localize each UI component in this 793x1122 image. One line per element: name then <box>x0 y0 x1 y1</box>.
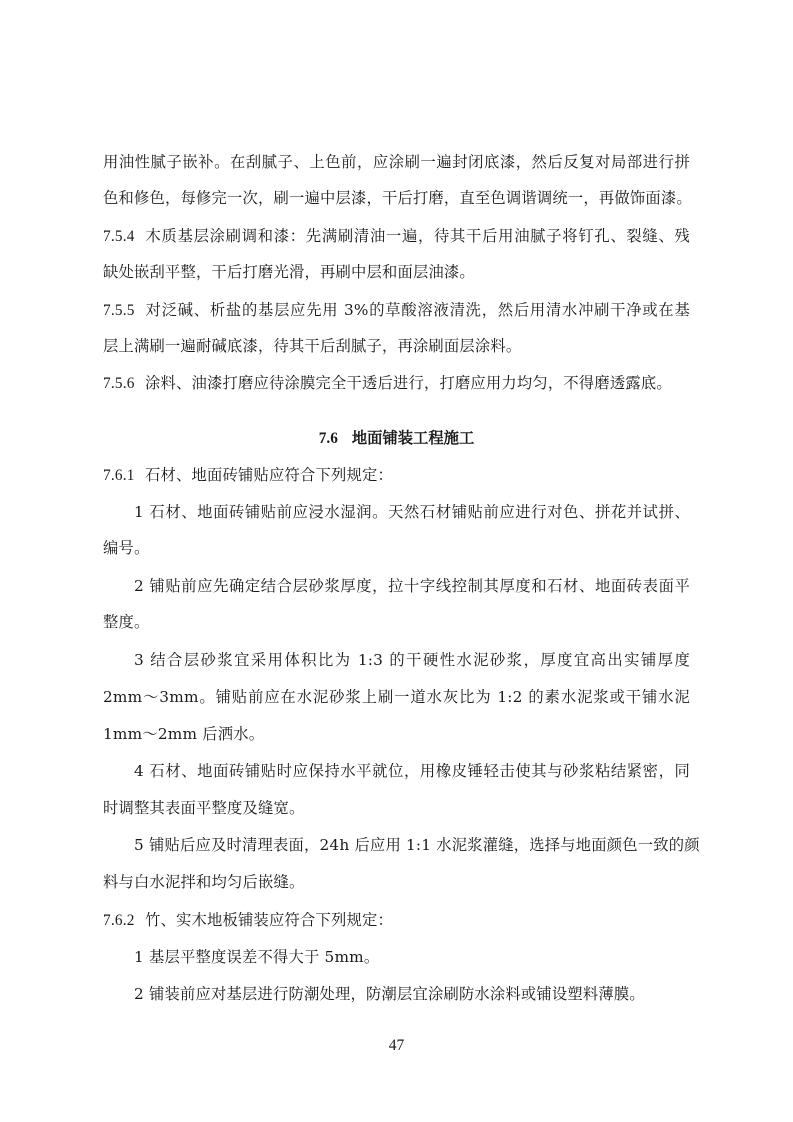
paragraph-line: 用油性腻子嵌补。在刮腻子、上色前，应涂刷一遍封闭底漆，然后反复对局部进行拼 <box>103 153 690 171</box>
clause-title: 竹、实木地板铺装应符合下列规定： <box>145 911 393 929</box>
list-item <box>134 650 690 670</box>
page-number: 47 <box>388 1037 405 1054</box>
list-item <box>134 761 690 781</box>
item-label: 5 <box>134 836 144 854</box>
item-text: 基层平整度误差不得大于 5mm。 <box>149 948 380 966</box>
paragraph-line: 时调整其表面平整度及缝宽。 <box>103 799 305 817</box>
item-label: 2 <box>134 577 144 595</box>
paragraph-line: 层上满刷一遍耐碱底漆，待其干后刮腻子，再涂刷面层涂料。 <box>103 337 522 355</box>
item-label: 1 <box>134 948 144 966</box>
clause-7-6-2 <box>103 910 690 931</box>
paragraph-line: 1mm～2mm 后洒水。 <box>103 725 265 743</box>
paragraph-line: 整度。 <box>103 613 150 631</box>
clause-7-6-1 <box>103 465 690 486</box>
clause-text: 涂料、油漆打磨应待涂膜完全干透后进行，打磨应用力均匀，不得磨透露底。 <box>145 374 672 392</box>
clause-number: 7.6.1 <box>103 467 135 484</box>
paragraph-line: 料与白水泥拌和均匀后嵌缝。 <box>103 873 305 891</box>
item-label: 4 <box>134 762 144 780</box>
item-label: 2 <box>134 985 144 1003</box>
item-text: 结合层砂浆宜采用体积比为 1:3 的干硬性水泥砂浆，厚度宜高出实铺厚度 <box>150 651 690 669</box>
item-text: 石材、地面砖铺贴时应保持水平就位，用橡皮锤轻击使其与砂浆粘结紧密，同 <box>149 762 690 780</box>
item-label: 1 <box>134 503 144 521</box>
item-label: 3 <box>134 651 144 669</box>
clause-title: 石材、地面砖铺贴应符合下列规定： <box>145 466 393 484</box>
list-item <box>134 502 690 522</box>
list-item <box>134 835 700 855</box>
list-item <box>134 984 690 1004</box>
clause-7-5-5 <box>103 300 690 321</box>
item-text: 铺贴前应先确定结合层砂浆厚度，拉十字线控制其厚度和石材、地面砖表面平 <box>149 577 690 595</box>
clause-text: 木质基层涂刷调和漆：先满刷清油一遍，待其干后用油腻子将钉孔、裂缝、残 <box>145 227 690 245</box>
list-item <box>134 576 690 596</box>
clause-7-5-6 <box>103 373 690 394</box>
section-title: 地面铺装工程施工 <box>351 429 475 447</box>
paragraph-line: 编号。 <box>103 539 150 557</box>
paragraph-line: 2mm～3mm。铺贴前应在水泥砂浆上刷一道水灰比为 1:2 的素水泥浆或干铺水泥 <box>103 688 690 706</box>
list-item <box>134 947 690 967</box>
paragraph-line: 色和修色，每修完一次，刷一遍中层漆，干后打磨，直至色调谐调统一，再做饰面漆。 <box>103 189 692 207</box>
clause-number: 7.5.4 <box>103 228 135 245</box>
clause-number: 7.5.6 <box>103 375 135 392</box>
section-heading <box>0 428 793 449</box>
item-text: 石材、地面砖铺贴前应浸水湿润。天然石材铺贴前应进行对色、拼花并试拼、 <box>149 503 690 521</box>
clause-text: 对泛碱、析盐的基层应先用 3%的草酸溶液清洗，然后用清水冲刷干净或在基 <box>145 301 690 319</box>
section-number: 7.6 <box>318 430 338 447</box>
clause-7-5-4 <box>103 226 690 247</box>
clause-number: 7.6.2 <box>103 912 135 929</box>
paragraph-line: 缺处嵌刮平整，干后打磨光滑，再刷中层和面层油漆。 <box>103 263 475 281</box>
item-text: 铺装前应对基层进行防潮处理，防潮层宜涂刷防水涂料或铺设塑料薄膜。 <box>149 985 645 1003</box>
item-text: 铺贴后应及时清理表面，24h 后应用 1:1 水泥浆灌缝，选择与地面颜色一致的颜 <box>149 836 700 854</box>
clause-number: 7.5.5 <box>103 302 135 319</box>
